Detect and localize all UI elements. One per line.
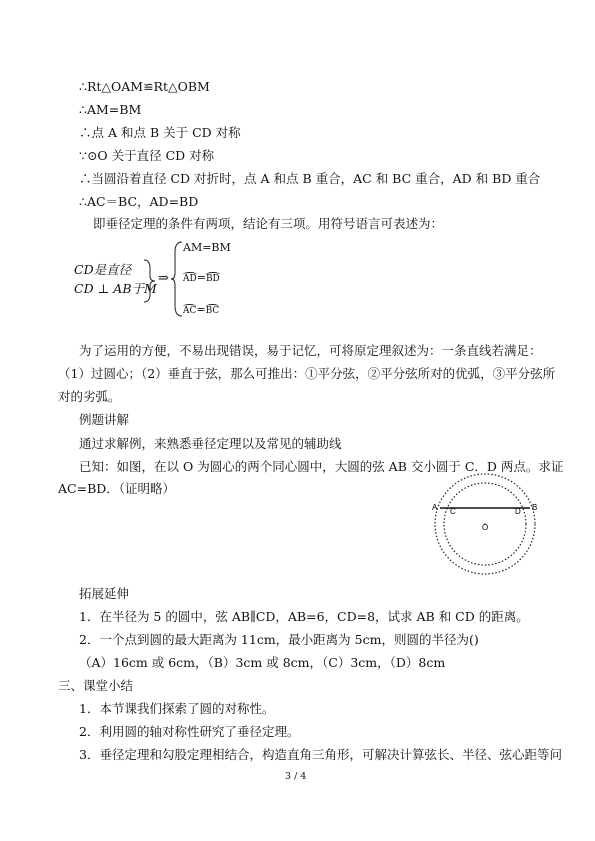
- arc-bc: BC: [205, 306, 220, 316]
- label-c: C: [450, 507, 456, 516]
- example-intro: 通过求解例，来熟悉垂径定理以及常见的辅助线: [79, 436, 342, 451]
- label-a: A: [432, 503, 438, 512]
- arc-ac: AC: [183, 306, 197, 316]
- proof-line-3: ∴点 A 和点 B 关于 CD 对称: [79, 125, 241, 140]
- extension-item-1: 1．在半径为 5 的圆中，弦 AB∥CD，AB=6，CD=8，试求 AB 和 CD 的距离。: [79, 609, 529, 624]
- label-b: B: [532, 503, 538, 512]
- proof-line-5: ∴当圆沿着直径 CD 对折时，点 A 和点 B 重合，AC 和 BC 重合，AD 和 BD 重合: [79, 171, 541, 186]
- summary-item-3: 3．垂径定理和勾股定理相结合，构造直角三角形，可解决计算弦长、半径、弦心距等问: [79, 747, 562, 762]
- extension-options: （A）16cm 或 6cm，（B）3cm 或 8cm，（C）3cm，（D）8cm: [79, 655, 446, 670]
- arc-ad: AD: [183, 274, 197, 284]
- page-number: 3 / 4: [285, 771, 307, 782]
- proof-line-2: ∴AM=BM: [79, 102, 142, 117]
- result-arc-ac-bc: [183, 301, 219, 318]
- implies-arrow: ⇒: [158, 271, 169, 286]
- arc-equals: =: [196, 271, 206, 284]
- theorem-intro: 即垂径定理的条件有两项，结论有三项。用符号语言可表述为：: [93, 216, 444, 231]
- example-heading: 例题讲解: [79, 412, 130, 427]
- arc-bd: BD: [205, 274, 220, 284]
- extension-heading: 拓展延伸: [79, 586, 130, 601]
- proof-line-4: ∵⊙O 关于直径 CD 对称: [79, 148, 215, 163]
- proof-line-1: ∴Rt△OAM≌Rt△OBM: [79, 79, 210, 94]
- proof-line-6: ∴AC＝BC，AD=BD: [79, 194, 199, 209]
- concentric-circles-figure: [420, 468, 550, 578]
- condition-diameter: CD是直径: [74, 262, 132, 277]
- paragraph-line-2: （1）过圆心；（2）垂直于弦，那么可推出：①平分弦，②平分弦所对的优弧，③平分弦所: [58, 366, 556, 381]
- label-o: O: [482, 523, 489, 532]
- label-d: D: [515, 507, 521, 516]
- condition-perpendicular: CD ⊥ AB于M: [74, 281, 157, 296]
- extension-item-2: 2．一个点到圆的最大距离为 11cm，最小距离为 5cm，则圆的半径为(): [79, 632, 479, 647]
- arc-equals: =: [196, 303, 206, 316]
- summary-heading: 三、课堂小结: [58, 678, 134, 693]
- paragraph-line-1: 为了运用的方便，不易出现错误，易于记忆，可将原定理叙述为：一条直线若满足：: [79, 343, 542, 358]
- example-question-line-2: AC=BD．（证明略）: [58, 481, 176, 496]
- summary-item-1: 1．本节课我们探索了圆的对称性。: [79, 701, 275, 716]
- result-am-bm: AM=BM: [183, 241, 231, 254]
- result-arc-ad-bd: [183, 269, 220, 286]
- example-question-line-1: 已知：如图，在以 O 为圆心的两个同心圆中，大圆的弦 AB 交小圆于 C．D 两点。求证: [79, 459, 564, 474]
- summary-item-2: 2．利用圆的轴对称性研究了垂径定理。: [79, 724, 300, 739]
- paragraph-line-3: 对的劣弧。: [58, 389, 121, 404]
- right-brace-icon: [170, 240, 184, 318]
